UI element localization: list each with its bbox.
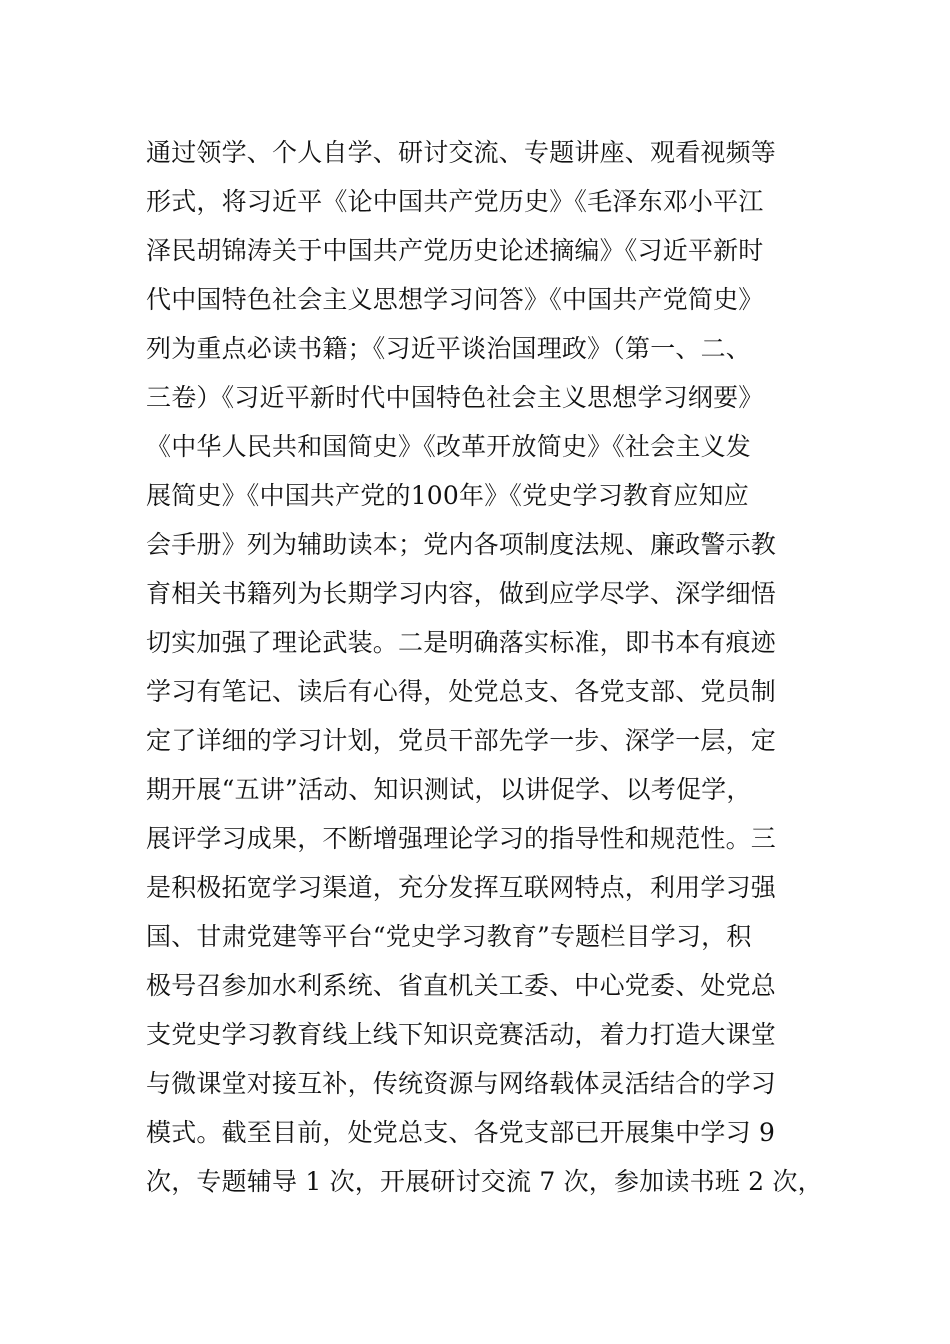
text-line: 次，专题辅导 1 次，开展研讨交流 7 次，参加读书班 2 次， [146, 1167, 823, 1196]
text-line: 定了详细的学习计划，党员干部先学一步、深学一层，定 [146, 726, 777, 755]
text-line: 三卷）《习近平新时代中国特色社会主义思想学习纲要》 [146, 383, 764, 412]
text-line: 国、甘肃党建等平台“党史学习教育”专题栏目学习，积 [146, 922, 752, 951]
text-line: 极号召参加水利系统、省直机关工委、中心党委、处党总 [146, 971, 777, 1000]
text-line: 通过领学、个人自学、研讨交流、专题讲座、观看视频等 [146, 138, 777, 167]
text-line: 期开展“五讲”活动、知识测试，以讲促学、以考促学， [146, 775, 752, 804]
text-line: 展简史》《中国共产党的100年》《党史学习教育应知应 [146, 481, 749, 510]
text-line: 与微课堂对接互补，传统资源与网络载体灵活结合的学习 [146, 1069, 777, 1098]
text-line: 形式，将习近平《论中国共产党历史》《毛泽东邓小平江 [146, 187, 764, 216]
text-line: 学习有笔记、读后有心得，处党总支、各党支部、党员制 [146, 677, 777, 706]
text-line: 会手册》列为辅助读本；党内各项制度法规、廉政警示教 [146, 530, 777, 559]
text-line: 泽民胡锦涛关于中国共产党历史论述摘编》《习近平新时 [146, 236, 764, 265]
text-line: 切实加强了理论武装。二是明确落实标准，即书本有痕迹 [146, 628, 777, 657]
text-line: 模式。截至目前，处党总支、各党支部已开展集中学习 9 [146, 1118, 776, 1147]
body-paragraph [146, 128, 823, 1206]
text-line: 支党史学习教育线上线下知识竞赛活动，着力打造大课堂 [146, 1020, 777, 1049]
text-line: 列为重点必读书籍；《习近平谈治国理政》（第一、二、 [146, 334, 752, 363]
text-line: 是积极拓宽学习渠道，充分发挥互联网特点，利用学习强 [146, 873, 777, 902]
text-line: 育相关书籍列为长期学习内容，做到应学尽学、深学细悟 [146, 579, 777, 608]
text-line: 代中国特色社会主义思想学习问答》《中国共产党简史》 [146, 285, 764, 314]
text-line: 展评学习成果，不断增强理论学习的指导性和规范性。三 [146, 824, 777, 853]
text-line: 《中华人民共和国简史》《改革开放简史》《社会主义发 [146, 432, 752, 461]
